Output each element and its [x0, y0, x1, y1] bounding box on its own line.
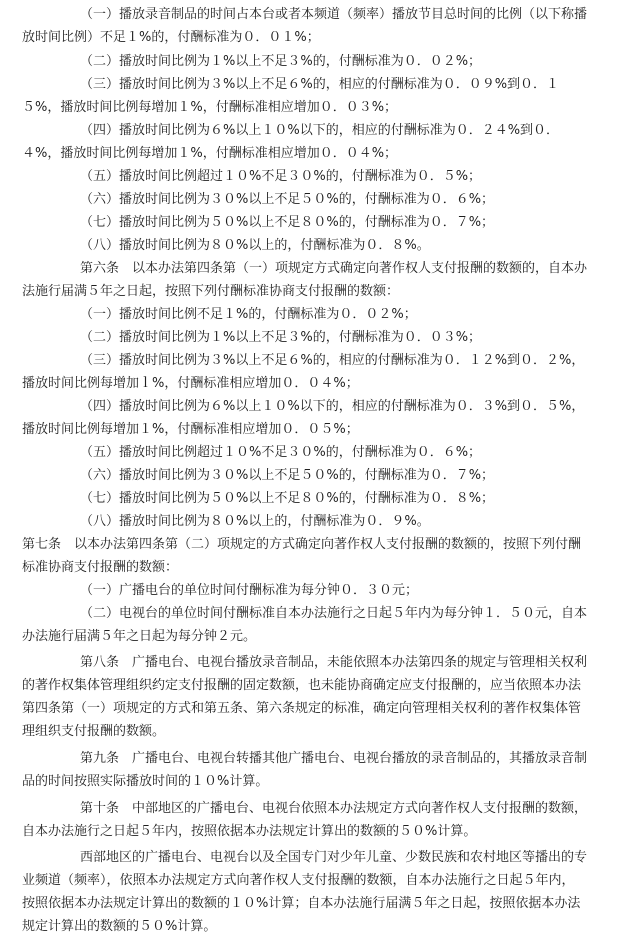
- article-8-heading: 第八条 广播电台、电视台播放录音制品，未能依照本办法第四条的规定与管理相关权利: [80, 655, 588, 670]
- text-line: （八）播放时间比例为８０%以上的，付酬标准为０．８%。: [80, 238, 430, 253]
- article-7-heading: 第七条 以本办法第四条第（二）项规定的方式确定向著作权人支付报酬的数额的，按照下列付酬: [22, 537, 582, 552]
- text-line: （六）播放时间比例为３０%以上不足５０%的，付酬标准为０．６%；: [80, 192, 495, 207]
- text-line: （四）播放时间比例为６%以上１０%以下的，相应的付酬标准为０．３%到０．５%，: [80, 399, 585, 414]
- text-line: （一）播放时间比例不足１%的，付酬标准为０．０２%；: [80, 307, 417, 322]
- text-line: （一）播放录音制品的时间占本台或者本频道（频率）播放节目总时间的比例（以下称播: [80, 7, 588, 22]
- text-line: （八）播放时间比例为８０%以上的，付酬标准为０．９%。: [80, 514, 430, 529]
- text-line: （二）电视台的单位时间付酬标准自本办法施行之日起５年内为每分钟１．５０元，自本: [80, 606, 588, 621]
- text-line: 法施行届满５年之日起，按照下列付酬标准协商支付报酬的数额：: [22, 284, 400, 299]
- article-9-heading: 第九条 广播电台、电视台转播其他广播电台、电视台播放的录音制品的，其播放录音制: [80, 751, 588, 766]
- text-line: （七）播放时间比例为５０%以上不足８０%的，付酬标准为０．８%；: [80, 491, 495, 506]
- text-line: 西部地区的广播电台、电视台以及全国专门对少年儿童、少数民族和农村地区等播出的专: [80, 850, 588, 865]
- text-line: （二）播放时间比例为１%以上不足３%的，付酬标准为０．０２%；: [80, 54, 482, 69]
- text-line: ５%，播放时间比例每增加１%，付酬标准相应增加０．０３%；: [22, 100, 398, 115]
- text-line: （三）播放时间比例为３%以上不足６%的，相应的付酬标准为０．０９%到０．１: [80, 77, 560, 92]
- text-line: （二）播放时间比例为１%以上不足３%的，付酬标准为０．０３%；: [80, 330, 482, 345]
- text-line: （五）播放时间比例超过１０%不足３０%的，付酬标准为０．６%；: [80, 445, 482, 460]
- article-10-heading: 第十条 中部地区的广播电台、电视台依照本办法规定方式向著作权人支付报酬的数额，: [80, 801, 588, 816]
- text-line: （四）播放时间比例为６%以上１０%以下的，相应的付酬标准为０．２４%到０．: [80, 123, 560, 138]
- text-line: 按照依据本办法规定计算出的数额的１０%计算；自本办法施行届满５年之日起，按照依据本办法: [22, 896, 581, 911]
- text-line: ４%，播放时间比例每增加１%，付酬标准相应增加０．０４%；: [22, 146, 398, 161]
- text-line: 第四条第（一）项规定的方式和第五条、第六条规定的标准，确定向管理相关权利的著作权集体管: [22, 701, 582, 716]
- text-line: 品的时间按照实际播放时间的１０%计算。: [22, 774, 269, 789]
- text-line: （五）播放时间比例超过１０%不足３０%的，付酬标准为０．５%；: [80, 169, 482, 184]
- text-line: 的著作权集体管理组织约定支付报酬的固定数额，也未能协商确定应支付报酬的，应当依照本办法: [22, 678, 582, 693]
- text-line: 自本办法施行之日起５年内，按照依据本办法规定计算出的数额的５０%计算。: [22, 824, 477, 839]
- text-line: 放时间比例）不足１%的，付酬标准为０．０１%；: [22, 30, 320, 45]
- text-line: 标准协商支付报酬的数额：: [22, 560, 179, 575]
- text-line: （一）广播电台的单位时间付酬标准为每分钟０．３０元；: [80, 583, 419, 598]
- text-line: 播放时间比例每增加ｌ%，付酬标准相应增加０．０４%；: [22, 376, 359, 391]
- text-line: 播放时间比例每增加１%，付酬标准相应增加０．０５%；: [22, 422, 359, 437]
- text-line: （三）播放时间比例为３%以上不足６%的，相应的付酬标准为０．１２%到０．２%，: [80, 353, 585, 368]
- text-line: 办法施行届满５年之日起为每分钟２元。: [22, 629, 257, 644]
- text-line: （六）播放时间比例为３０%以上不足５０%的，付酬标准为０．７%；: [80, 468, 495, 483]
- article-6-heading: 第六条 以本办法第四条第（一）项规定方式确定向著作权人支付报酬的数额的，自本办: [80, 261, 588, 276]
- text-line: 理组织支付报酬的数额。: [22, 724, 166, 739]
- text-line: （七）播放时间比例为５０%以上不足８０%的，付酬标准为０．７%；: [80, 215, 495, 230]
- text-line: 规定计算出的数额的５０%计算。: [22, 919, 217, 934]
- text-line: 业频道（频率），依照本办法规定方式向著作权人支付报酬的数额，自本办法施行之日起５年内，: [22, 873, 575, 888]
